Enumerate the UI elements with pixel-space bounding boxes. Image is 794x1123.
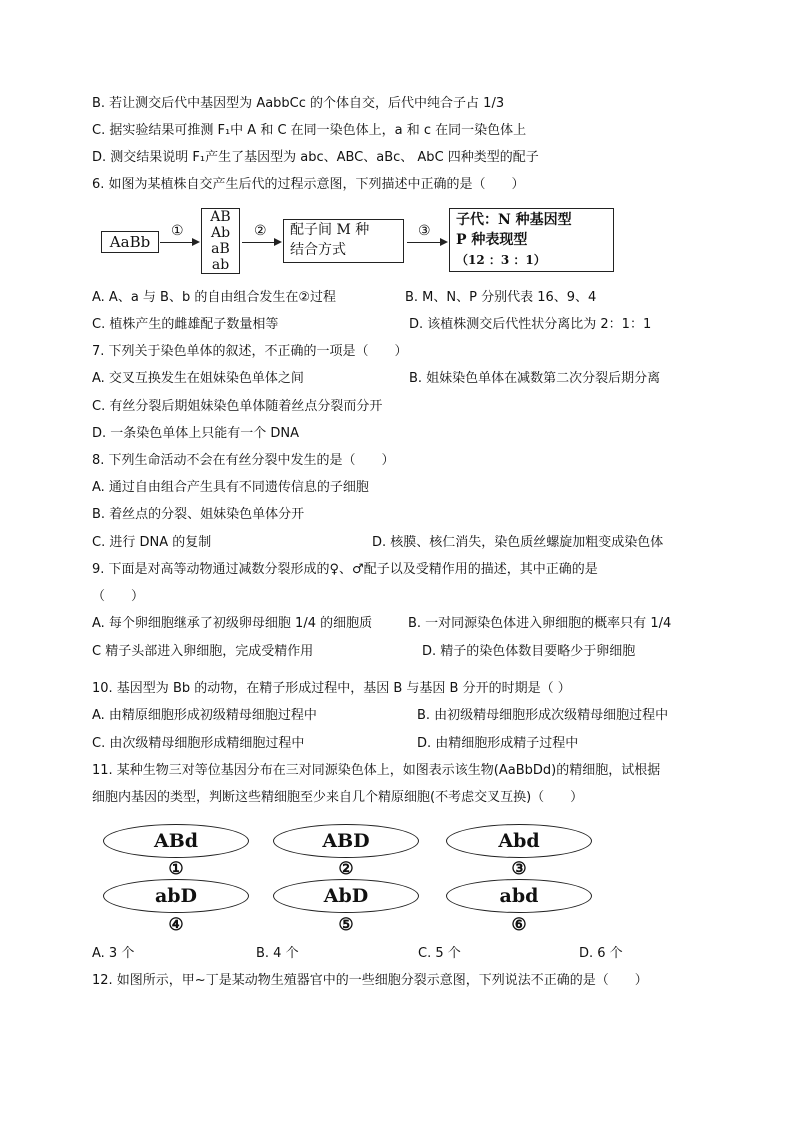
sperm-cell-6-number: ⑥ bbox=[511, 915, 527, 935]
q11-option-c: C. 5 个 bbox=[418, 946, 461, 961]
q12-stem: 12. 如图所示，甲~丁是某动物生殖器官中的一些细胞分裂示意图，下列说法不正确的是（ ） bbox=[92, 973, 648, 988]
arrow-2-head bbox=[274, 238, 282, 246]
step-3-label: ③ bbox=[418, 223, 431, 239]
step-2-label: ② bbox=[254, 223, 267, 239]
arrow-1-head bbox=[192, 238, 200, 246]
offspring-box bbox=[449, 208, 614, 272]
q8-options-row-cd bbox=[92, 535, 664, 551]
gamete-ab-mixed: Ab bbox=[210, 225, 231, 241]
q7-option-d: D. 一条染色单体上只能有一个 DNA bbox=[92, 426, 300, 441]
gametes-box bbox=[201, 208, 240, 274]
q9-option-d: D. 精子的染色体数目要略少于卵细胞 bbox=[422, 644, 636, 659]
offspring-genotypes: 子代：N 种基因型 bbox=[456, 212, 572, 228]
q11-option-b: B. 4 个 bbox=[256, 946, 299, 961]
gamete-ab-lower-mixed: aB bbox=[211, 241, 230, 257]
q6-options-row-1 bbox=[92, 290, 597, 306]
q7-options-row-1 bbox=[92, 371, 661, 387]
q9-option-c: C 精子头部进入卵细胞，完成受精作用 bbox=[92, 644, 314, 659]
q9-option-a: A. 每个卵细胞继承了初级卵母细胞 1/4 的细胞质 bbox=[92, 616, 373, 631]
q11-options-row bbox=[92, 946, 623, 962]
gamete-ab-upper: AB bbox=[210, 209, 231, 225]
sperm-cell-6: abd bbox=[446, 879, 592, 913]
q11-option-d: D. 6 个 bbox=[579, 946, 623, 961]
q10-option-b: B. 由初级精母细胞形成次级精母细胞过程中 bbox=[417, 708, 669, 723]
combination-line-1: 配子间 M 种 bbox=[290, 222, 370, 238]
q8-option-c: C. 进行 DNA 的复制 bbox=[92, 535, 212, 550]
sperm-cell-3: Abd bbox=[446, 824, 592, 858]
q8-option-a: A. 通过自由组合产生具有不同遗传信息的子细胞 bbox=[92, 480, 369, 495]
sperm-cell-4: abD bbox=[103, 879, 249, 913]
arrow-3 bbox=[407, 242, 440, 243]
sperm-cell-2-number: ② bbox=[338, 859, 354, 879]
q10-option-c: C. 由次级精母细胞形成精细胞过程中 bbox=[92, 736, 305, 751]
q7-option-b: B. 姐妹染色单体在减数第二次分裂后期分离 bbox=[409, 371, 661, 386]
sperm-cell-5: AbD bbox=[273, 879, 419, 913]
arrow-2 bbox=[242, 242, 274, 243]
q10-option-d: D. 由精细胞形成精子过程中 bbox=[417, 736, 579, 751]
q9-answer-blank: （ ） bbox=[92, 589, 145, 604]
q8-option-b: B. 着丝点的分裂、姐妹染色单体分开 bbox=[92, 507, 305, 522]
sperm-cell-3-number: ③ bbox=[511, 859, 527, 879]
arrow-1 bbox=[160, 242, 192, 243]
q6-option-a: A. A、a 与 B、b 的自由组合发生在②过程 bbox=[92, 290, 337, 305]
sperm-cell-1-number: ① bbox=[168, 859, 184, 879]
q11-stem-line-1: 11. 某种生物三对等位基因分布在三对同源染色体上，如图表示该生物(AaBbDd)的精细胞，试根据 bbox=[92, 763, 661, 778]
offspring-ratio: （12 ：3 ：1） bbox=[456, 253, 546, 267]
q10-option-a: A. 由精原细胞形成初级精母细胞过程中 bbox=[92, 708, 317, 723]
q5-option-d: D. 测交结果说明 F₁产生了基因型为 abc、ABC、aBc、 AbC 四种类型的配子 bbox=[92, 150, 539, 165]
combination-line-2: 结合方式 bbox=[290, 242, 346, 258]
q7-option-c: C. 有丝分裂后期姐妹染色单体随着丝点分裂而分开 bbox=[92, 399, 383, 414]
sperm-cell-2: ABD bbox=[273, 824, 419, 858]
step-1-label: ① bbox=[171, 223, 184, 239]
gamete-ab-lower: ab bbox=[211, 257, 230, 273]
q11-option-a: A. 3 个 bbox=[92, 946, 135, 961]
sperm-cell-1: ABd bbox=[103, 824, 249, 858]
q9-stem: 9. 下面是对高等动物通过减数分裂形成的♀、♂配子以及受精作用的描述，其中正确的是 bbox=[92, 562, 598, 577]
sperm-cell-5-number: ⑤ bbox=[338, 915, 354, 935]
sperm-cell-4-number: ④ bbox=[168, 915, 184, 935]
q5-option-c: C. 据实验结果可推测 F₁中 A 和 C 在同一染色体上，a 和 c 在同一染色体上 bbox=[92, 123, 527, 138]
q9-option-b: B. 一对同源染色体进入卵细胞的概率只有 1/4 bbox=[408, 616, 672, 631]
q9-options-row-1 bbox=[92, 616, 672, 632]
q6-option-c: C. 植株产生的雌雄配子数量相等 bbox=[92, 317, 279, 332]
q10-options-row-2 bbox=[92, 736, 579, 752]
q5-option-b: B. 若让测交后代中基因型为 AabbCc 的个体自交，后代中纯合子占 1/3 bbox=[92, 96, 505, 111]
q6-stem: 6. 如图为某植株自交产生后代的过程示意图，下列描述中正确的是（ ） bbox=[92, 177, 525, 192]
q8-stem: 8. 下列生命活动不会在有丝分裂中发生的是（ ） bbox=[92, 453, 395, 468]
gamete-combination-box bbox=[283, 219, 404, 263]
q10-options-row-1 bbox=[92, 708, 669, 724]
q11-stem-line-2: 细胞内基因的类型，判断这些精细胞至少来自几个精原细胞(不考虑交叉互换)（ ） bbox=[92, 790, 584, 805]
arrow-3-head bbox=[440, 238, 448, 246]
q6-option-d: D. 该植株测交后代性状分离比为 2：1：1 bbox=[409, 317, 652, 332]
q10-stem: 10. 基因型为 Bb 的动物，在精子形成过程中，基因 B 与基因 B 分开的时期是（ ） bbox=[92, 681, 571, 696]
q7-option-a: A. 交叉互换发生在姐妹染色单体之间 bbox=[92, 371, 304, 386]
parent-genotype-box: AaBb bbox=[101, 231, 159, 253]
q9-options-row-2 bbox=[92, 644, 636, 660]
q7-stem: 7. 下列关于染色单体的叙述，不正确的一项是（ ） bbox=[92, 344, 408, 359]
q8-option-d: D. 核膜、核仁消失，染色质丝螺旋加粗变成染色体 bbox=[372, 535, 664, 550]
q6-options-row-2 bbox=[92, 317, 652, 333]
q6-option-b: B. M、N、P 分别代表 16、9、4 bbox=[405, 290, 597, 305]
offspring-phenotypes: P 种表现型 bbox=[456, 232, 528, 248]
